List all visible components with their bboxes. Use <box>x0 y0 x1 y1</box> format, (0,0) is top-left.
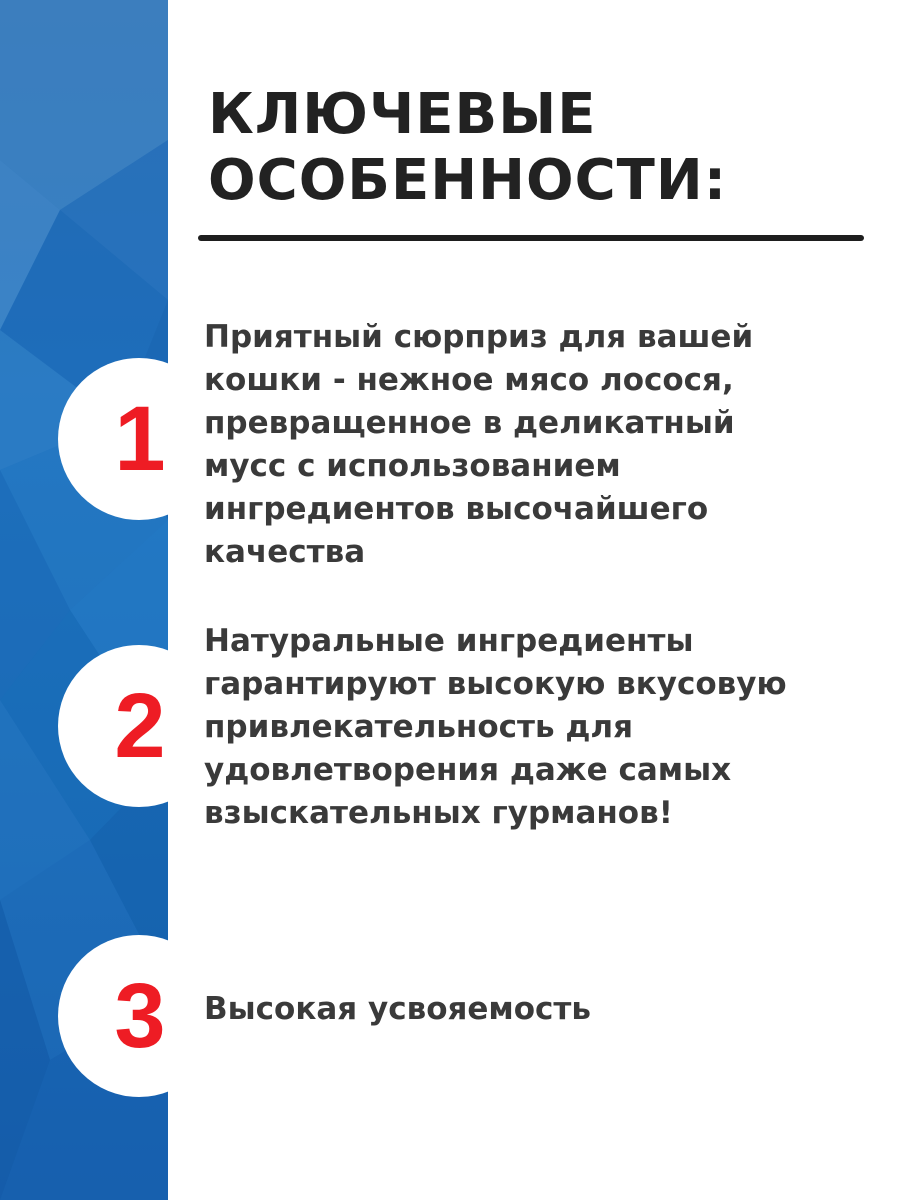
feature-1-line: Приятный сюрприз для вашей <box>204 319 754 355</box>
feature-3-text <box>204 988 874 1031</box>
feature-2-number-badge <box>58 645 220 807</box>
feature-3-number: 3 <box>114 965 164 1067</box>
feature-3-number-badge <box>58 935 220 1097</box>
title-line-2: ОСОБЕННОСТИ: <box>208 148 728 213</box>
feature-1-line: превращенное в деликатный <box>204 405 735 441</box>
feature-2-line: удовлетворения даже самых <box>204 752 732 788</box>
feature-1-number-badge <box>58 358 220 520</box>
feature-1-line: кошки - нежное мясо лосося, <box>204 362 734 398</box>
feature-1-line: ингредиентов высочайшего <box>204 491 709 527</box>
title-underline <box>198 235 864 241</box>
feature-2-text <box>204 620 874 835</box>
feature-3-line: Высокая усвояемость <box>204 991 592 1027</box>
feature-2-number: 2 <box>114 675 164 777</box>
page-title <box>208 82 727 214</box>
feature-2-line: взыскательных гурманов! <box>204 795 673 831</box>
feature-2-line: гарантируют высокую вкусовую <box>204 666 787 702</box>
feature-1-number: 1 <box>114 388 164 490</box>
feature-2-line: Натуральные ингредиенты <box>204 623 694 659</box>
feature-2-line: привлекательность для <box>204 709 634 745</box>
feature-1-line: мусс с использованием <box>204 448 621 484</box>
feature-1-line: качества <box>204 534 366 570</box>
title-line-1: КЛЮЧЕВЫЕ <box>208 82 597 147</box>
feature-1-text <box>204 316 874 574</box>
